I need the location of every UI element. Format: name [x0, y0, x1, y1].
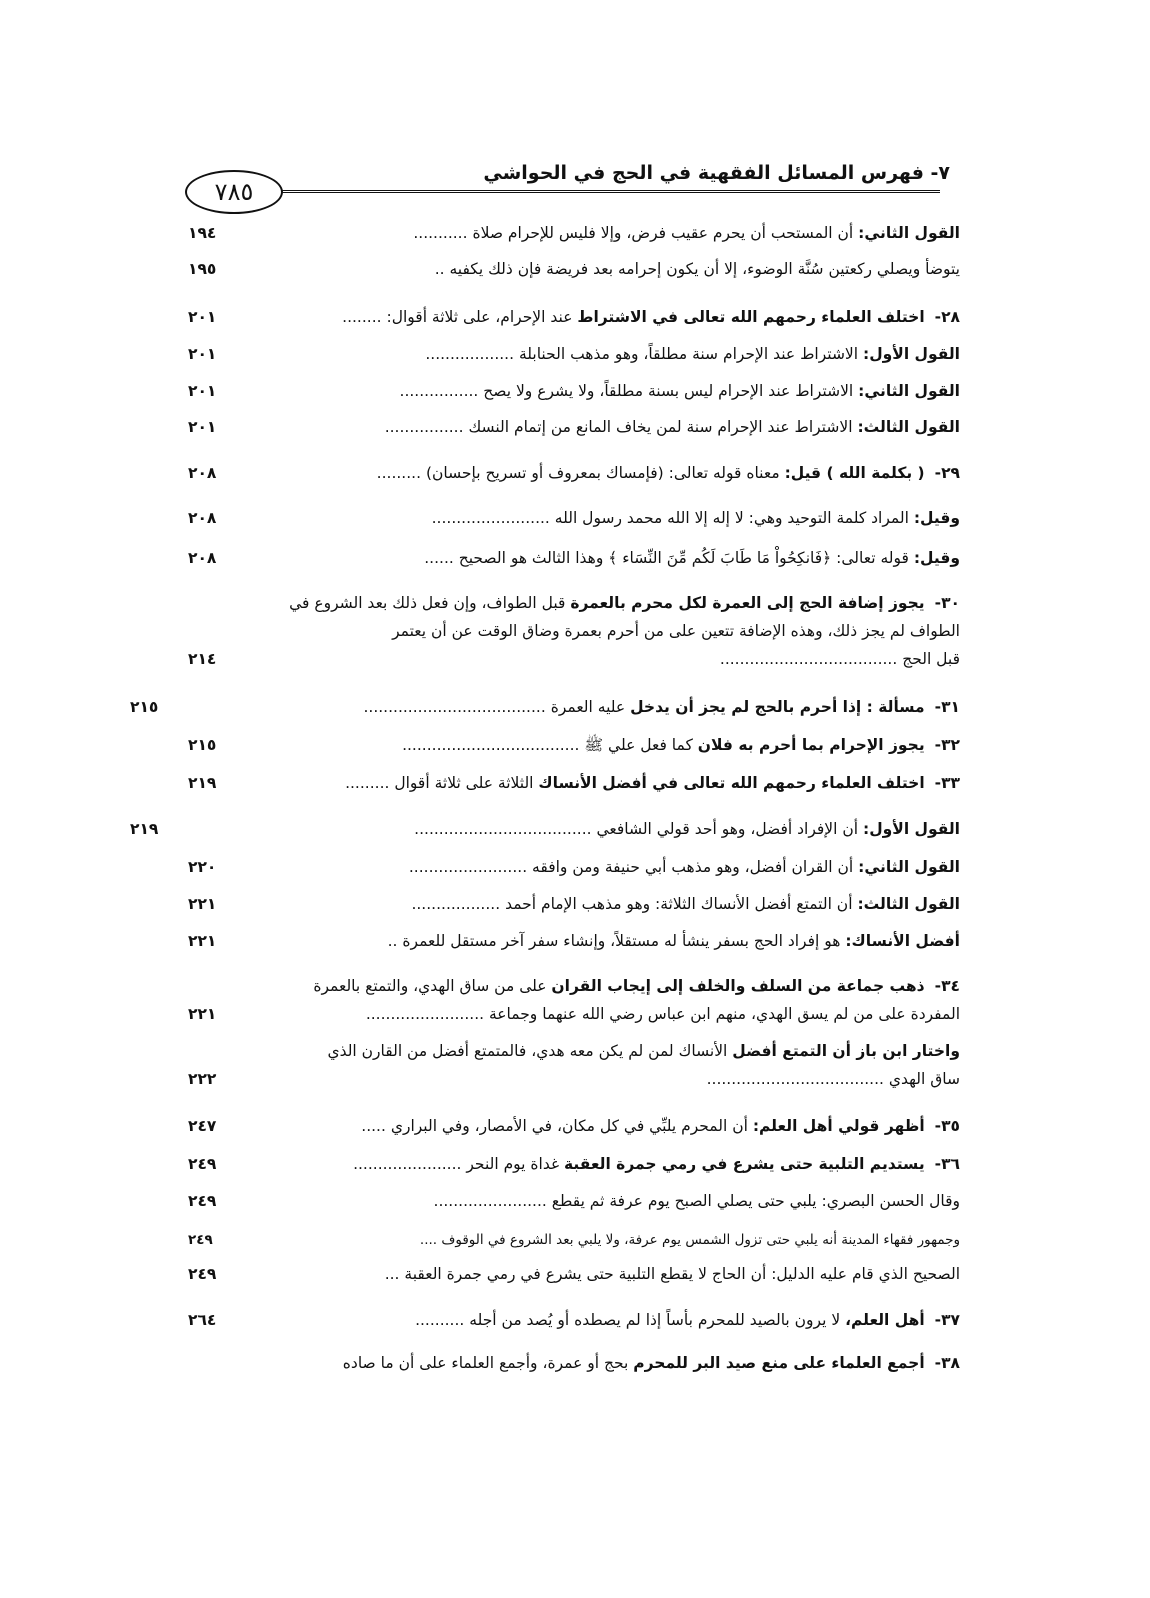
line-text: الاشتراط عند الإحرام سنة لمن يخاف المانع من إتمام النسك ................: [384, 418, 858, 436]
index-line: [180, 1040, 960, 1062]
index-line: [180, 930, 960, 952]
index-line: [180, 258, 960, 280]
index-line: [180, 1263, 960, 1285]
index-line: [180, 975, 960, 997]
index-line: [130, 818, 960, 840]
line-text: غداة يوم النحر ......................: [353, 1155, 565, 1173]
index-line: [180, 462, 960, 484]
page-ref: ١٩٥: [188, 260, 217, 278]
page-ref: ٢٤٩: [188, 1265, 217, 1283]
index-line: [180, 772, 960, 794]
line-text: المراد كلمة التوحيد وهي: لا إله إلا الله محمد رسول الله ........................: [431, 509, 914, 527]
line-text: لا يرون بالصيد للمحرم بأساً إذا لم يصطده أو يُصد من أجله ..........: [415, 1311, 846, 1329]
line-text: أن المحرم يلبِّي في كل مكان، في الأمصار، وفي البراري .....: [361, 1117, 753, 1135]
bold-lead: القول الثالث:: [857, 418, 960, 436]
line-text: ساق الهدي ....................................: [706, 1070, 960, 1088]
line-text: الاشتراط عند الإحرام سنة مطلقاً، وهو مذهب الحنابلة ..................: [425, 345, 863, 363]
index-line: [180, 893, 960, 915]
bold-lead: يستديم التلبية حتى يشرع في رمي جمرة العقبة: [564, 1155, 925, 1173]
bold-lead: اختلف العلماء رحمهم الله تعالى في أفضل الأنساك: [538, 774, 925, 792]
index-line: [180, 592, 960, 614]
index-line: [180, 648, 960, 670]
index-line: [130, 696, 960, 718]
item-number: ٣٦-: [934, 1155, 960, 1173]
page-number: ٧٨٥: [185, 170, 283, 214]
bold-lead: يجوز الإحرام بما أحرم به فلان: [697, 736, 925, 754]
page-ref: ٢٠١: [188, 382, 217, 400]
page-ref: ٢١٩: [188, 774, 217, 792]
bold-lead: واختار ابن باز أن التمتع أفضل: [732, 1042, 960, 1060]
bold-lead: يجوز إضافة الحج إلى العمرة لكل محرم بالعمرة: [570, 594, 925, 612]
index-line: [180, 1115, 960, 1137]
bold-lead: القول الثالث:: [857, 895, 960, 913]
page-ref: ٢٠٨: [188, 464, 217, 482]
page-ref: ٢١٤: [188, 650, 217, 668]
item-number: ٣٤-: [934, 977, 960, 995]
line-text: المفردة على من لم يسق الهدي، منهم ابن عباس رضي الله عنهما وجماعة ........................: [365, 1005, 960, 1023]
page-ref: ٢٠١: [188, 418, 217, 436]
bold-lead: القول الثاني:: [858, 858, 960, 876]
item-number: ٢٨-: [934, 308, 960, 326]
page-ref: ٢١٥: [188, 736, 217, 754]
line-text: على من ساق الهدي، والتمتع بالعمرة: [313, 977, 552, 995]
bold-lead: القول الثاني:: [858, 382, 960, 400]
line-text: كما فعل علي ﷺ ....................................: [402, 736, 698, 754]
bold-lead: القول الأول:: [863, 345, 960, 363]
bold-lead: ذهب جماعة من السلف والخلف إلى إيجاب القران: [551, 977, 925, 995]
item-number: ٣١-: [934, 698, 960, 716]
line-text: أن الإفراد أفضل، وهو أحد قولي الشافعي ....................................: [414, 820, 863, 838]
bold-lead: أفضل الأنساك:: [845, 932, 960, 950]
line-text: هو إفراد الحج بسفر ينشأ له مستقلاً، وإنشاء سفر آخر مستقل للعمرة ..: [387, 932, 846, 950]
bold-lead: القول الأول:: [863, 820, 960, 838]
page-ref: ٢٢١: [188, 1005, 217, 1023]
line-text: الثلاثة على ثلاثة أقوال .........: [345, 774, 539, 792]
index-line: [180, 222, 960, 244]
line-text: وقال الحسن البصري: يلبي حتى يصلي الصبح يوم عرفة ثم يقطع .......................: [433, 1192, 960, 1210]
page-ref: ٢٠٨: [188, 509, 217, 527]
header-title: ٧- فهرس المسائل الفقهية في الحج في الحواشي: [483, 162, 950, 184]
index-line: [180, 1309, 960, 1331]
item-number: ٣٧-: [934, 1311, 960, 1329]
bold-lead: وقيل:: [913, 509, 960, 527]
bold-lead: القول الثاني:: [858, 224, 960, 242]
index-line: [180, 1190, 960, 1212]
item-number: ٣٥-: [934, 1117, 960, 1135]
bold-lead: أهل العلم،: [845, 1311, 925, 1329]
line-text: الصحيح الذي قام عليه الدليل: أن الحاج لا يقطع التلبية حتى يشرع في رمي جمرة العقبة ...: [384, 1265, 960, 1283]
index-line: [180, 856, 960, 878]
line-text: وجمهور فقهاء المدينة أنه يلبي حتى تزول الشمس يوم عرفة، ولا يلبي بعد الشروع في الوقوف ....: [419, 1232, 960, 1248]
page-ref: ٢١٥: [130, 698, 159, 716]
line-text: يتوضأ ويصلي ركعتين سُنَّة الوضوء، إلا أن يكون إحرامه بعد فريضة فإن ذلك يكفيه ..: [434, 260, 960, 278]
line-text: قبل الحج ....................................: [719, 650, 960, 668]
header-rule: [232, 190, 940, 193]
bold-lead: أظهر قولي أهل العلم:: [752, 1117, 925, 1135]
item-number: ٣٣-: [934, 774, 960, 792]
bold-lead: اختلف العلماء رحمهم الله تعالى في الاشتراط: [577, 308, 925, 326]
index-line: [180, 416, 960, 438]
line-text: قوله تعالى: ﴿فَانكِحُواْ مَا طَابَ لَكُم مِّنَ النِّسَاء ﴾ وهذا الثالث هو الصحيح ......: [424, 549, 914, 567]
bold-lead: مسألة : إذا أحرم بالحج لم يجز أن يدخل: [630, 698, 925, 716]
line-text: عند الإحرام، على ثلاثة أقوال: ........: [342, 308, 578, 326]
bold-lead: أجمع العلماء على منع صيد البر للمحرم: [633, 1354, 925, 1372]
index-line: [180, 1068, 960, 1090]
line-text: معناه قوله تعالى: (فإمساك بمعروف أو تسريح بإحسان) .........: [376, 464, 785, 482]
page-ref: ٢٢٠: [188, 858, 217, 876]
bold-lead: ( بكلمة الله ) قيل:: [784, 464, 925, 482]
index-line: [180, 1229, 960, 1251]
index-line: [180, 734, 960, 756]
index-line: [180, 380, 960, 402]
page-ref: ٢٠١: [188, 308, 217, 326]
index-line: [180, 1153, 960, 1175]
line-text: أن التمتع أفضل الأنساك الثلاثة: وهو مذهب الإمام أحمد ..................: [411, 895, 858, 913]
line-text: الاشتراط عند الإحرام ليس بسنة مطلقاً، ولا يشرع ولا يصح ................: [399, 382, 859, 400]
page-ref: ٢٤٩: [188, 1192, 217, 1210]
item-number: ٣٢-: [934, 736, 960, 754]
index-line: [180, 507, 960, 529]
line-text: قبل الطواف، وإن فعل ذلك بعد الشروع في: [289, 594, 571, 612]
page-ref: ١٩٤: [188, 224, 217, 242]
index-line: [180, 620, 960, 642]
line-text: بحج أو عمرة، وأجمع العلماء على أن ما صاده: [342, 1354, 634, 1372]
page-ref: ٢٤٩: [188, 1232, 213, 1248]
index-line: [180, 547, 960, 569]
index-line: [180, 1003, 960, 1025]
line-text: أن المستحب أن يحرم عقيب فرض، وإلا فليس للإحرام صلاة ...........: [413, 224, 859, 242]
page-ref: ٢٤٩: [188, 1155, 217, 1173]
page-ref: ٢٦٤: [188, 1311, 217, 1329]
line-text: الطواف لم يجز ذلك، وهذه الإضافة تتعين على من أحرم بعمرة وضاق الوقت عن أن يعتمر: [392, 622, 960, 640]
page-ref: ٢٠٨: [188, 549, 217, 567]
item-number: ٣٨-: [934, 1354, 960, 1372]
page-ref: ٢١٩: [130, 820, 159, 838]
index-line: [180, 306, 960, 328]
page-ref: ٢٤٧: [188, 1117, 217, 1135]
bold-lead: وقيل:: [913, 549, 960, 567]
index-line: [180, 1352, 960, 1374]
line-text: عليه العمرة .....................................: [363, 698, 631, 716]
line-text: الأنساك لمن لم يكن معه هدي، فالمتمتع أفضل من القارن الذي: [327, 1042, 733, 1060]
page-ref: ٢٠١: [188, 345, 217, 363]
page-ref: ٢٢١: [188, 895, 217, 913]
item-number: ٢٩-: [934, 464, 960, 482]
line-text: أن القران أفضل، وهو مذهب أبي حنيفة ومن وافقه ........................: [408, 858, 859, 876]
index-line: [180, 343, 960, 365]
page-ref: ٢٢١: [188, 932, 217, 950]
page-ref: ٢٢٢: [188, 1070, 217, 1088]
item-number: ٣٠-: [934, 594, 960, 612]
